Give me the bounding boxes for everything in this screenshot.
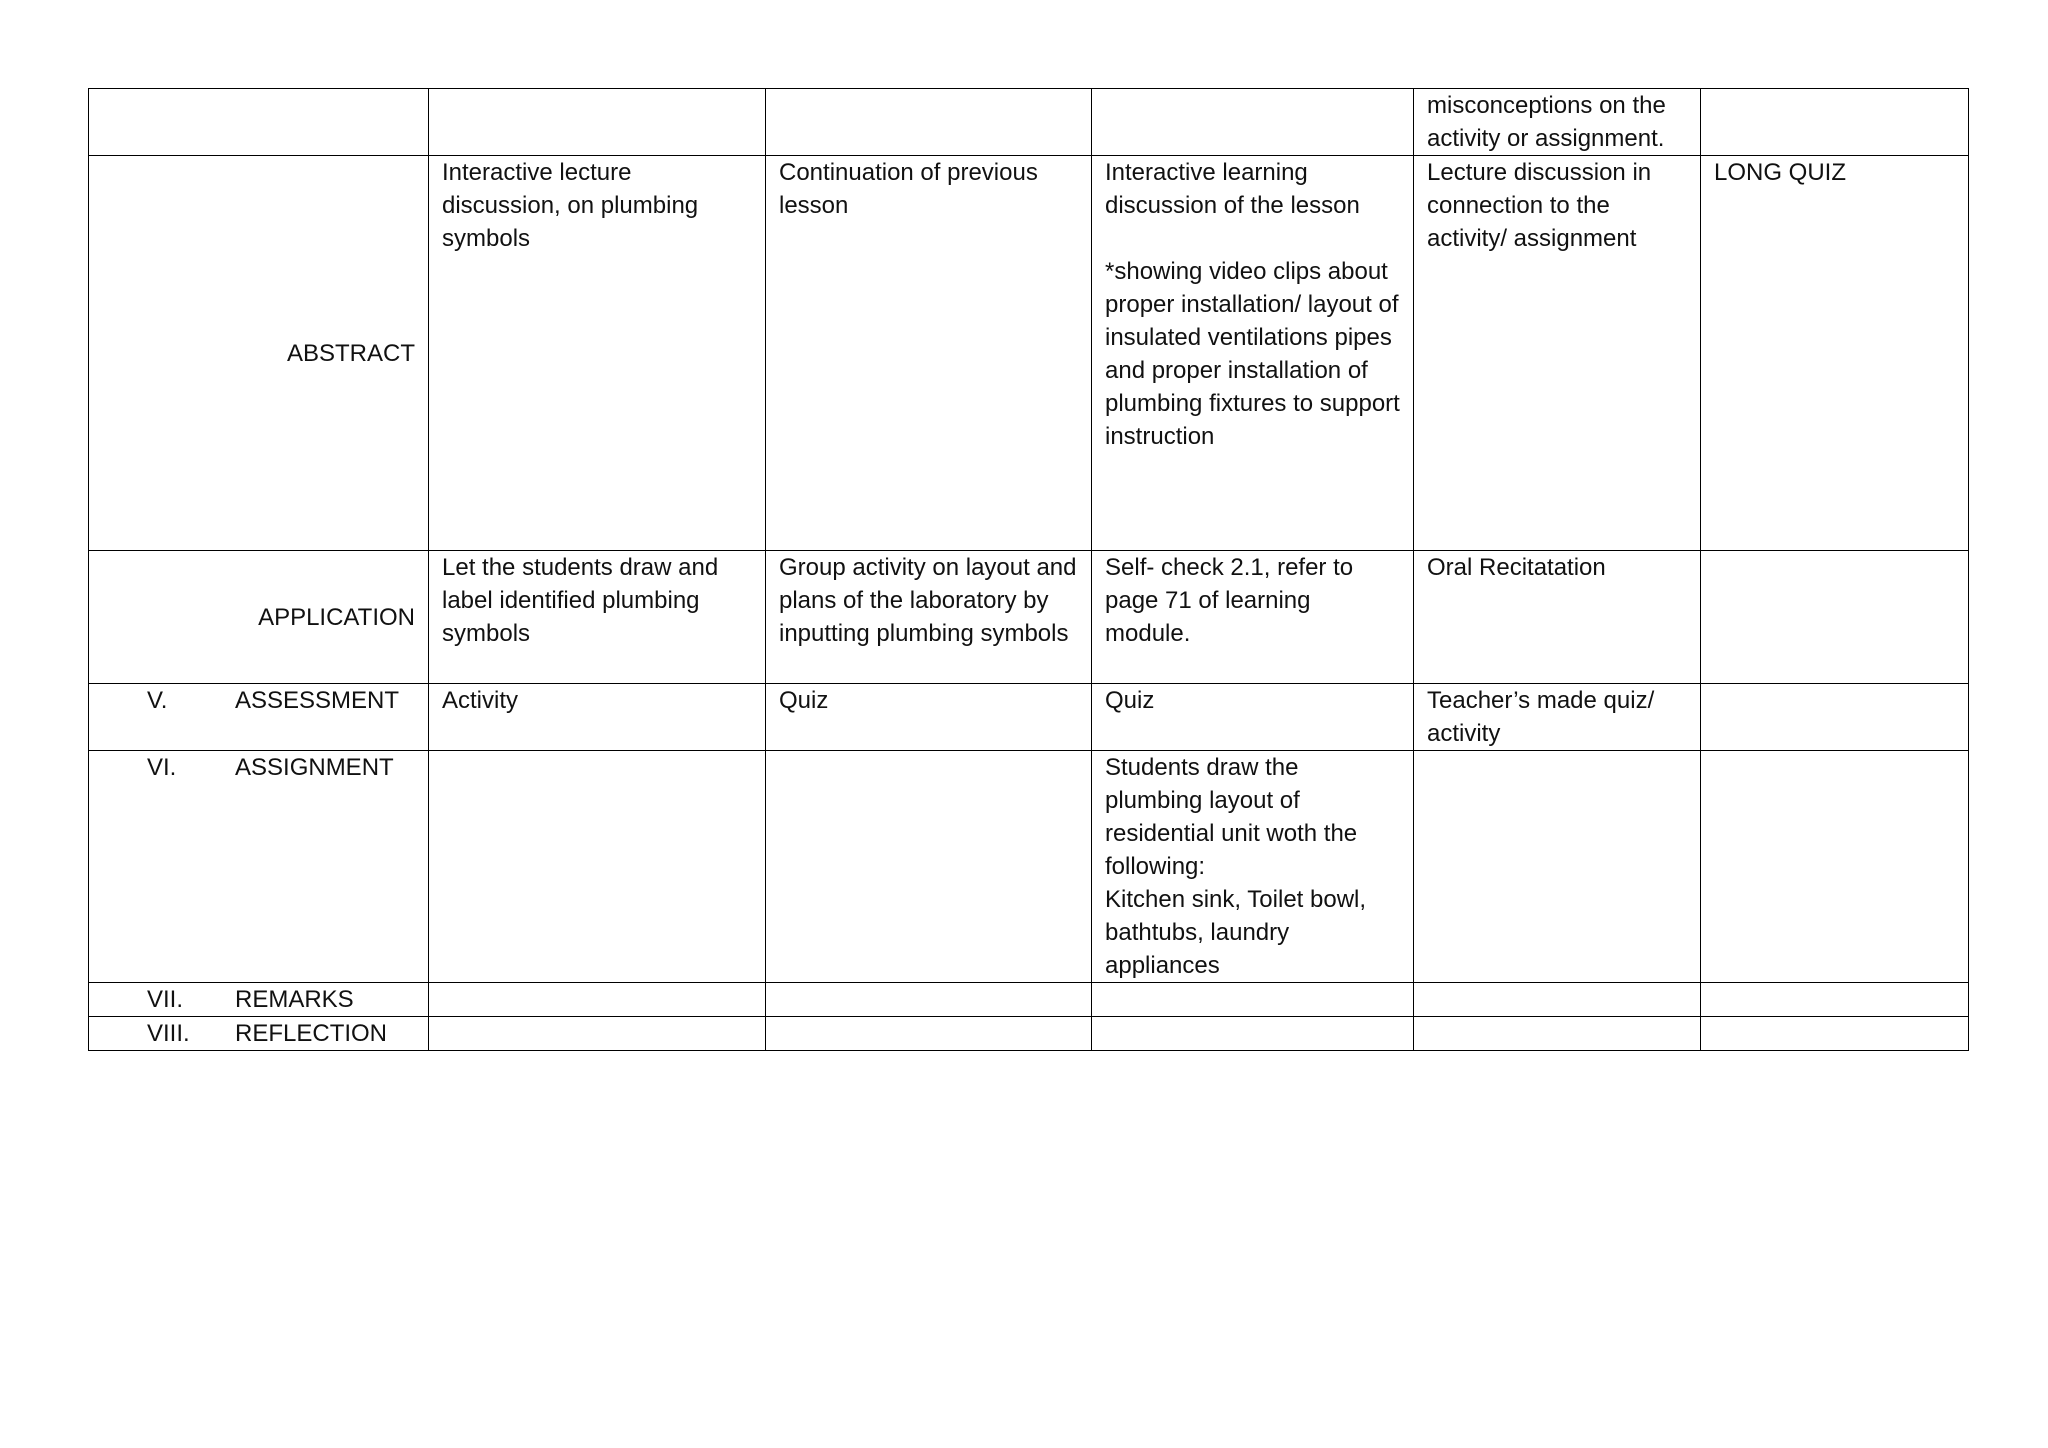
table-cell bbox=[429, 751, 766, 983]
table-cell bbox=[1701, 89, 1969, 156]
table-cell bbox=[1092, 89, 1414, 156]
table-cell bbox=[1092, 983, 1414, 1017]
section-number: VI. bbox=[147, 754, 177, 781]
table-cell bbox=[1701, 983, 1969, 1017]
table-cell bbox=[1092, 1017, 1414, 1051]
section-number: VIII. bbox=[147, 1020, 190, 1047]
table-cell: Lecture discussion in connection to the activity/ assignment bbox=[1414, 156, 1701, 551]
table-cell: Teacher’s made quiz/ activity bbox=[1414, 684, 1701, 751]
table-cell bbox=[429, 983, 766, 1017]
table-row-reflection bbox=[89, 1017, 1969, 1051]
table-cell bbox=[1701, 751, 1969, 983]
table-cell bbox=[766, 89, 1092, 156]
row-label-cell bbox=[89, 89, 429, 156]
table-cell bbox=[766, 751, 1092, 983]
table-cell: Interactive lecture discussion, on plumbing symbols bbox=[429, 156, 766, 551]
table-cell bbox=[1701, 551, 1969, 684]
table-cell bbox=[429, 89, 766, 156]
lesson-plan-table bbox=[88, 88, 1969, 1051]
table-cell: Self- check 2.1, refer to page 71 of learning module. bbox=[1092, 551, 1414, 684]
table-cell: LONG QUIZ bbox=[1701, 156, 1969, 551]
table-row-assessment bbox=[89, 684, 1969, 751]
section-title: REMARKS bbox=[235, 986, 354, 1013]
row-label-assignment bbox=[89, 751, 429, 983]
table-cell: Let the students draw and label identified plumbing symbols bbox=[429, 551, 766, 684]
document-page bbox=[88, 88, 1968, 1051]
table-cell: Quiz bbox=[1092, 684, 1414, 751]
row-label-assessment bbox=[89, 684, 429, 751]
row-label-abstract: ABSTRACT bbox=[89, 156, 429, 551]
table-row-abstract bbox=[89, 156, 1969, 551]
table-cell bbox=[1414, 751, 1701, 983]
table-cell bbox=[766, 1017, 1092, 1051]
table-cell: misconceptions on the activity or assignment. bbox=[1414, 89, 1701, 156]
table-row-application bbox=[89, 551, 1969, 684]
row-label-application: APPLICATION bbox=[89, 551, 429, 684]
table-cell: Quiz bbox=[766, 684, 1092, 751]
table-cell: Students draw the plumbing layout of residential unit woth the following: Kitchen sink, Toilet bowl, bathtubs, laundry appliances bbox=[1092, 751, 1414, 983]
table-row-assignment bbox=[89, 751, 1969, 983]
table-row bbox=[89, 89, 1969, 156]
table-cell bbox=[1701, 684, 1969, 751]
table-cell bbox=[1414, 983, 1701, 1017]
table-cell: Activity bbox=[429, 684, 766, 751]
section-title: ASSESSMENT bbox=[235, 687, 400, 714]
table-cell: Interactive learning discussion of the lesson *showing video clips about proper installation/ layout of insulated ventilations pipes and proper installation of plumbing fixtures to support instruction bbox=[1092, 156, 1414, 551]
table-cell: Continuation of previous lesson bbox=[766, 156, 1092, 551]
table-cell: Oral Recitatation bbox=[1414, 551, 1701, 684]
table-cell bbox=[429, 1017, 766, 1051]
table-row-remarks bbox=[89, 983, 1969, 1017]
table-cell: Group activity on layout and plans of the laboratory by inputting plumbing symbols bbox=[766, 551, 1092, 684]
row-label-remarks bbox=[89, 983, 429, 1017]
table-cell bbox=[1414, 1017, 1701, 1051]
table-cell bbox=[766, 983, 1092, 1017]
row-label-reflection bbox=[89, 1017, 429, 1051]
table-cell bbox=[1701, 1017, 1969, 1051]
section-title: REFLECTION bbox=[235, 1020, 388, 1047]
section-number: VII. bbox=[147, 986, 184, 1013]
section-number: V. bbox=[147, 687, 168, 714]
section-title: ASSIGNMENT bbox=[235, 754, 394, 781]
